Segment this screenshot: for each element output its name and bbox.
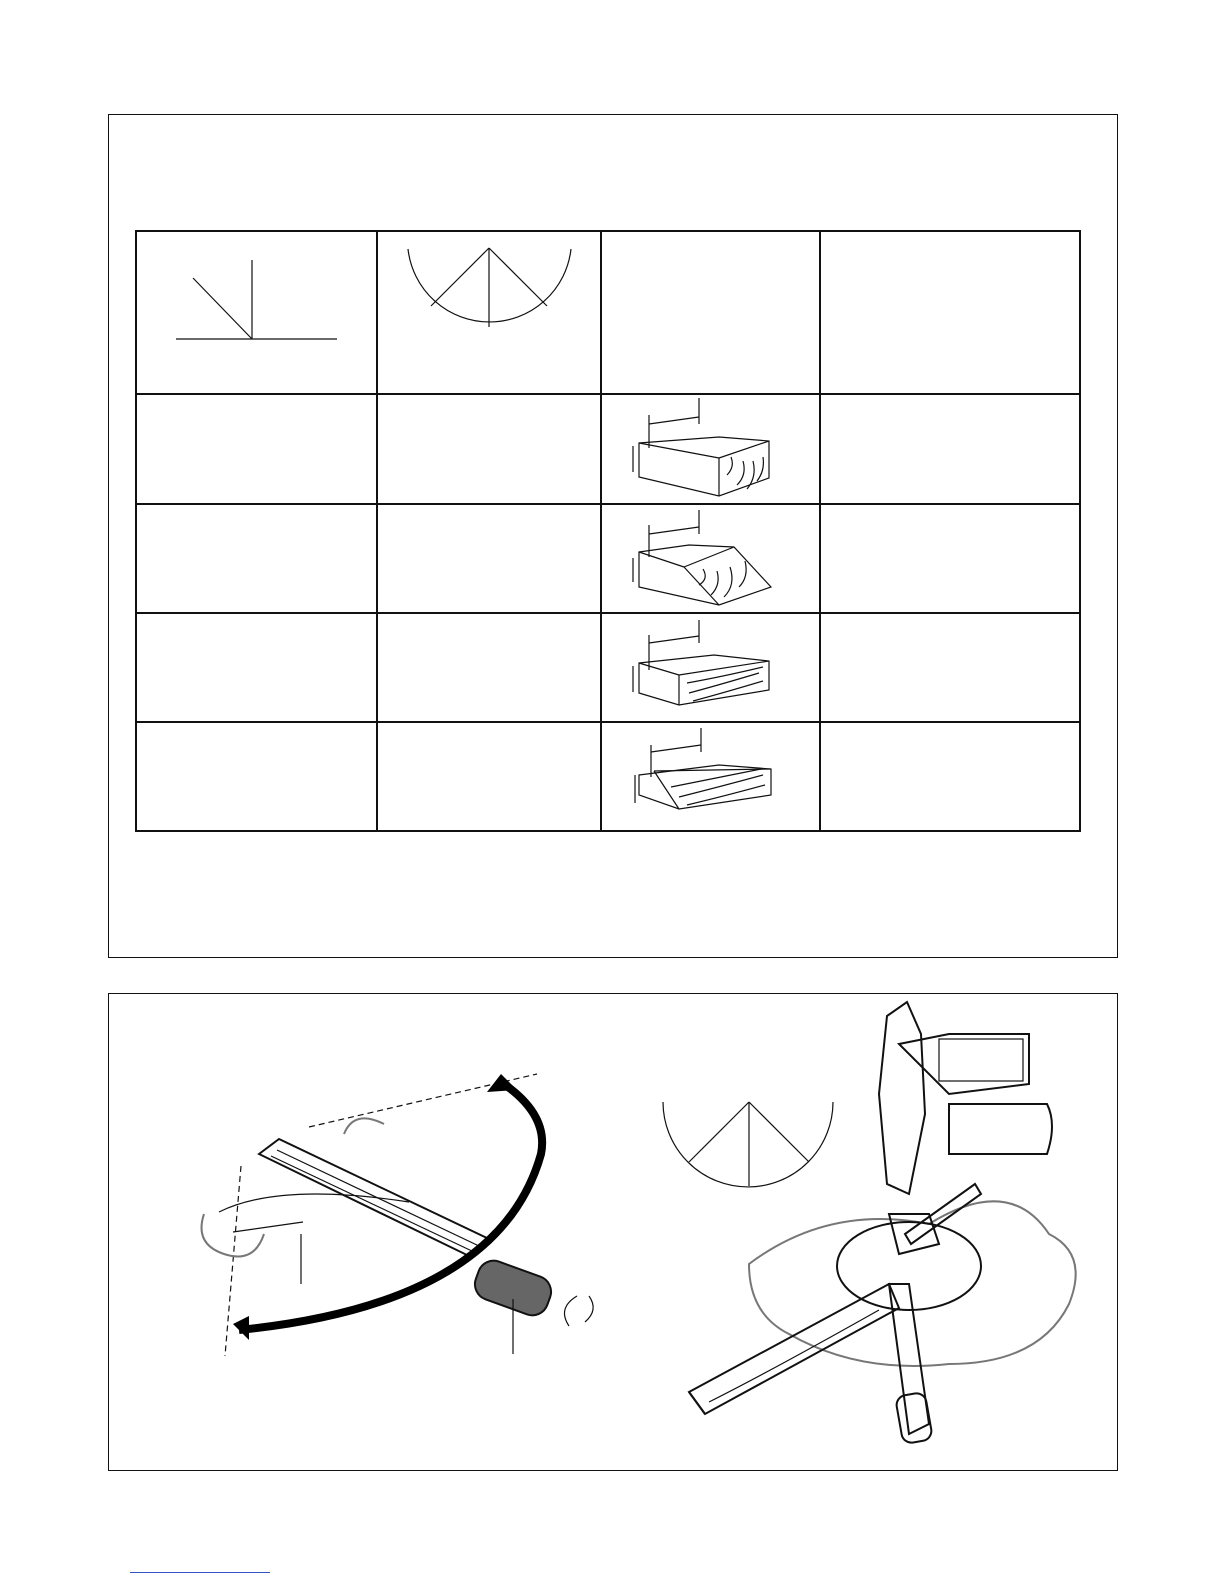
board-flat-bevel bbox=[635, 728, 771, 809]
protractor-inset bbox=[663, 1102, 833, 1187]
board-square-cut bbox=[633, 398, 769, 496]
angle-diagram bbox=[176, 260, 337, 339]
miter-table-rotation-figure bbox=[202, 1074, 594, 1356]
board-flat-square bbox=[633, 620, 769, 705]
footer-link-underline bbox=[130, 1572, 270, 1573]
cut-table-panel bbox=[108, 114, 1118, 958]
table-frame bbox=[136, 231, 1080, 831]
miter-figure-panel bbox=[108, 993, 1118, 1471]
miter-saw-figure bbox=[689, 1002, 1076, 1444]
miter-figure-drawing bbox=[109, 994, 1117, 1470]
protractor-diagram bbox=[408, 248, 571, 327]
cut-table-drawing bbox=[109, 115, 1117, 957]
board-bevel-cut bbox=[633, 510, 771, 605]
